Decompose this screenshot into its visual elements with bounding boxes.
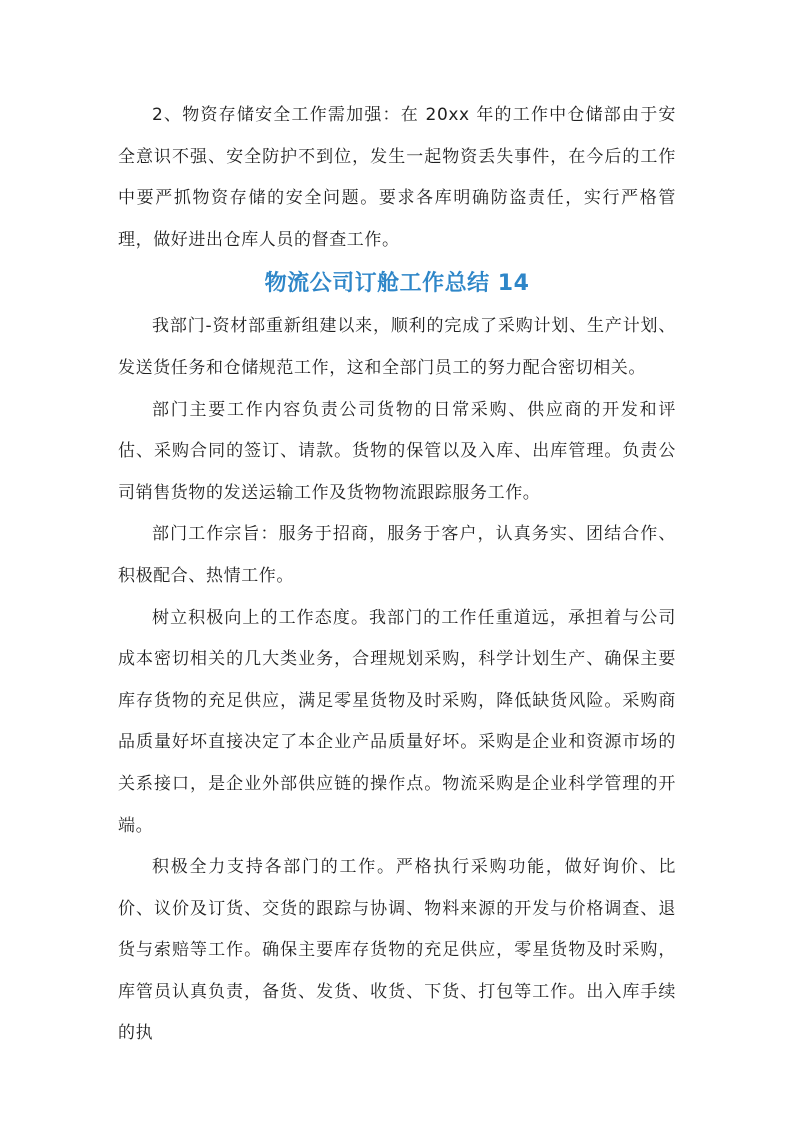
body-paragraph-5: 积极全力支持各部门的工作。严格执行采购功能，做好询价、比价、议价及订货、交货的跟踪与协调、物料来源的开发与价格调查、退货与索赔等工作。确保主要库存货物的充足供应，零星货物及时采购，库管员认真负责，备货、发货、收货、下货、打包等工作。出入库手续的执 bbox=[118, 857, 676, 1044]
intro-paragraph: 2、物资存储安全工作需加强：在 20xx 年的工作中仓储部由于安全意识不强、安全防护不到位，发生一起物资丢失事件，在今后的工作中要严抓物资存储的安全问题。要求各库明确防盗责任，实行严格管理，做好进出仓库人员的督查工作。 bbox=[118, 105, 676, 250]
body-paragraph-3: 部门工作宗旨：服务于招商，服务于客户，认真务实、团结合作、积极配合、热情工作。 bbox=[118, 524, 676, 586]
body-paragraph-1: 我部门-资材部重新组建以来，顺利的完成了采购计划、生产计划、发送货任务和仓储规范工作，这和全部门员工的努力配合密切相关。 bbox=[118, 316, 676, 378]
body-paragraph-4: 树立积极向上的工作态度。我部门的工作任重道远，承担着与公司成本密切相关的几大类业务，合理规划采购，科学计划生产、确保主要库存货物的充足供应，满足零星货物及时采购，降低缺货风险。采购商品质量好坏直接决定了本企业产品质量好坏。采购是企业和资源市场的关系接口，是企业外部供应链的操作点。物流采购是企业科学管理的开端。 bbox=[118, 607, 676, 836]
body-paragraph-2: 部门主要工作内容负责公司货物的日常采购、供应商的开发和评估、采购合同的签订、请款。货物的保管以及入库、出库管理。负责公司销售货物的发送运输工作及货物物流跟踪服务工作。 bbox=[118, 399, 676, 503]
section-title: 物流公司订舱工作总结 14 bbox=[264, 271, 530, 297]
